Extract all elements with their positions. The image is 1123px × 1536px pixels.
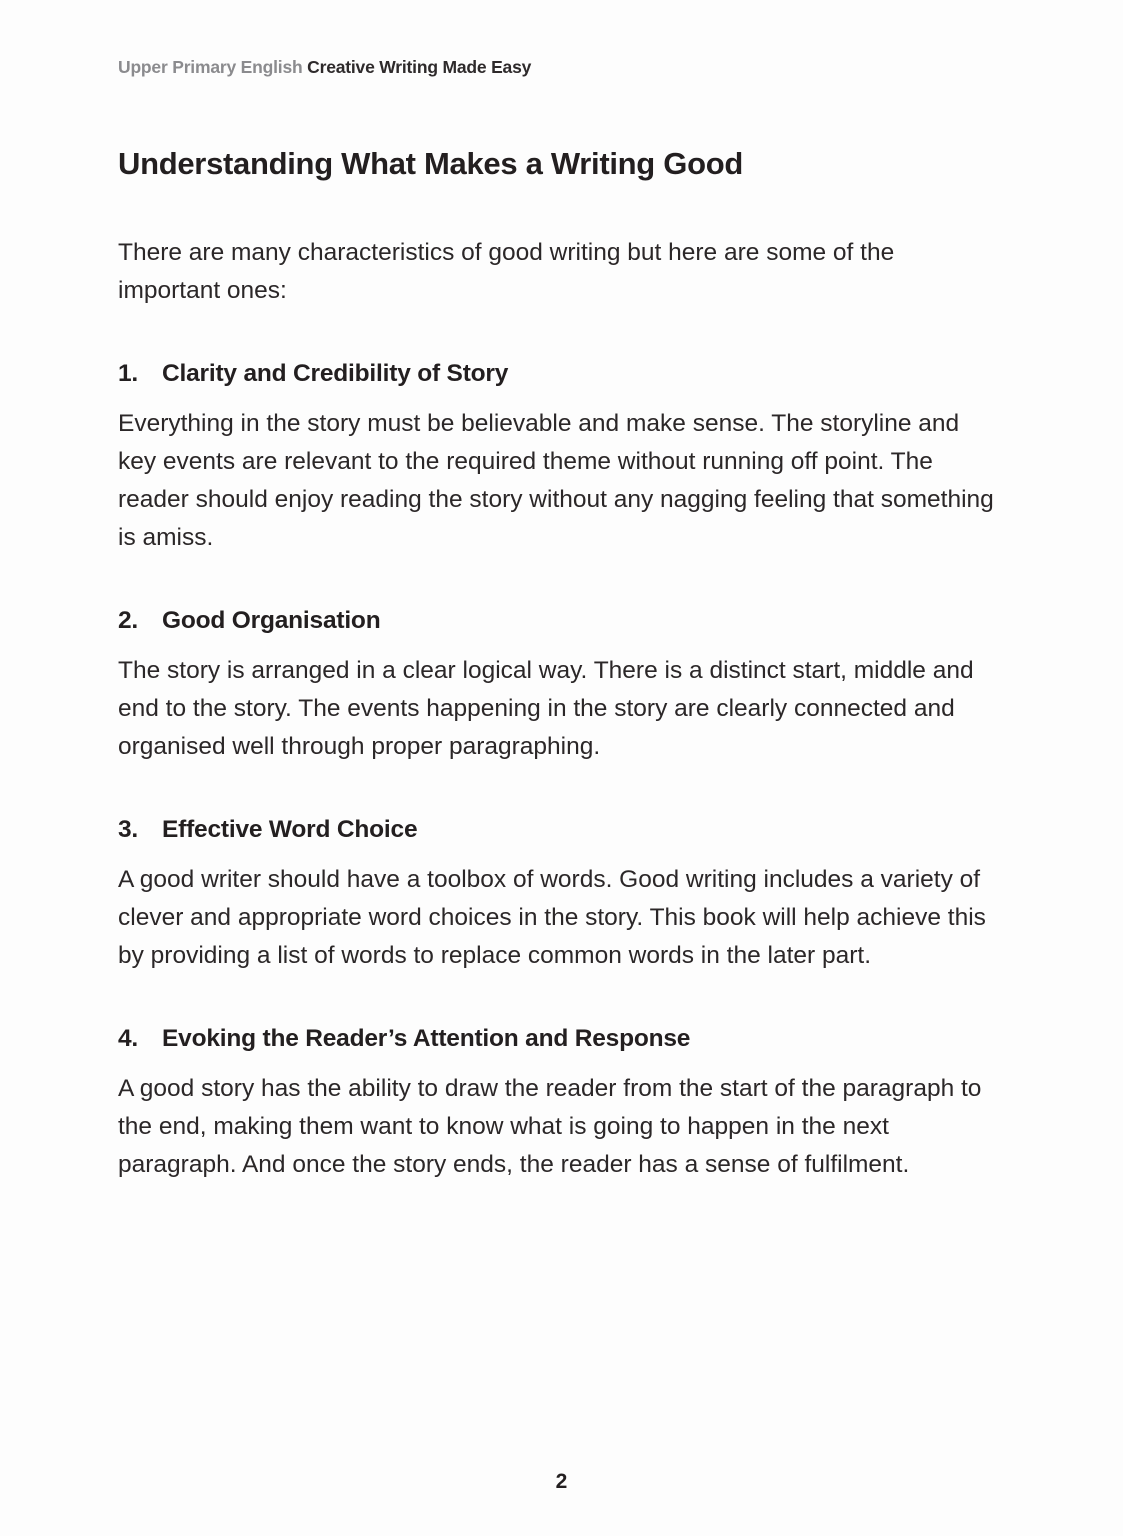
section-clarity-and-credibility (118, 360, 1000, 557)
section-heading (118, 1025, 1000, 1053)
book-title: Creative Writing Made Easy (307, 57, 532, 77)
section-effective-word-choice (118, 816, 1000, 975)
page-content (118, 146, 1000, 1234)
section-heading (118, 360, 1000, 388)
section-number: 3. (118, 816, 139, 843)
section-good-organisation (118, 607, 1000, 766)
section-body: The story is arranged in a clear logical way. There is a distinct start, middle and end to the story. The events happening in the story are clearly connected and organised well through proper paragraphing. (118, 657, 974, 760)
section-body: A good story has the ability to draw the reader from the start of the paragraph to the end, making them want to know what is going to happen in the next paragraph. And once the story ends, the reader has a sense of fulfilment. (118, 1075, 982, 1178)
intro-paragraph: There are many characteristics of good writing but here are some of the important ones: (118, 239, 895, 304)
series-name: Upper Primary English (118, 57, 303, 77)
section-heading (118, 607, 1000, 635)
section-number: 4. (118, 1025, 139, 1052)
section-heading-text: Effective Word Choice (162, 816, 418, 843)
section-heading-text: Clarity and Credibility of Story (162, 360, 509, 387)
section-evoking-readers-attention (118, 1025, 1000, 1184)
section-heading-text: Evoking the Reader’s Attention and Response (162, 1025, 691, 1052)
section-number: 2. (118, 607, 139, 634)
page-title: Understanding What Makes a Writing Good (118, 146, 743, 181)
page-number: 2 (555, 1470, 568, 1493)
section-body: A good writer should have a toolbox of words. Good writing includes a variety of clever and appropriate word choices in the story. This book will help achieve this by providing a list of words to replace common words in the later part. (118, 866, 986, 969)
section-heading (118, 816, 1000, 844)
section-heading-text: Good Organisation (162, 607, 381, 634)
running-header (118, 57, 531, 78)
section-body: Everything in the story must be believable and make sense. The storyline and key events are relevant to the required theme without running off point. The reader should enjoy reading the story without any nagging feeling that something is amiss. (118, 410, 994, 551)
section-number: 1. (118, 360, 139, 387)
